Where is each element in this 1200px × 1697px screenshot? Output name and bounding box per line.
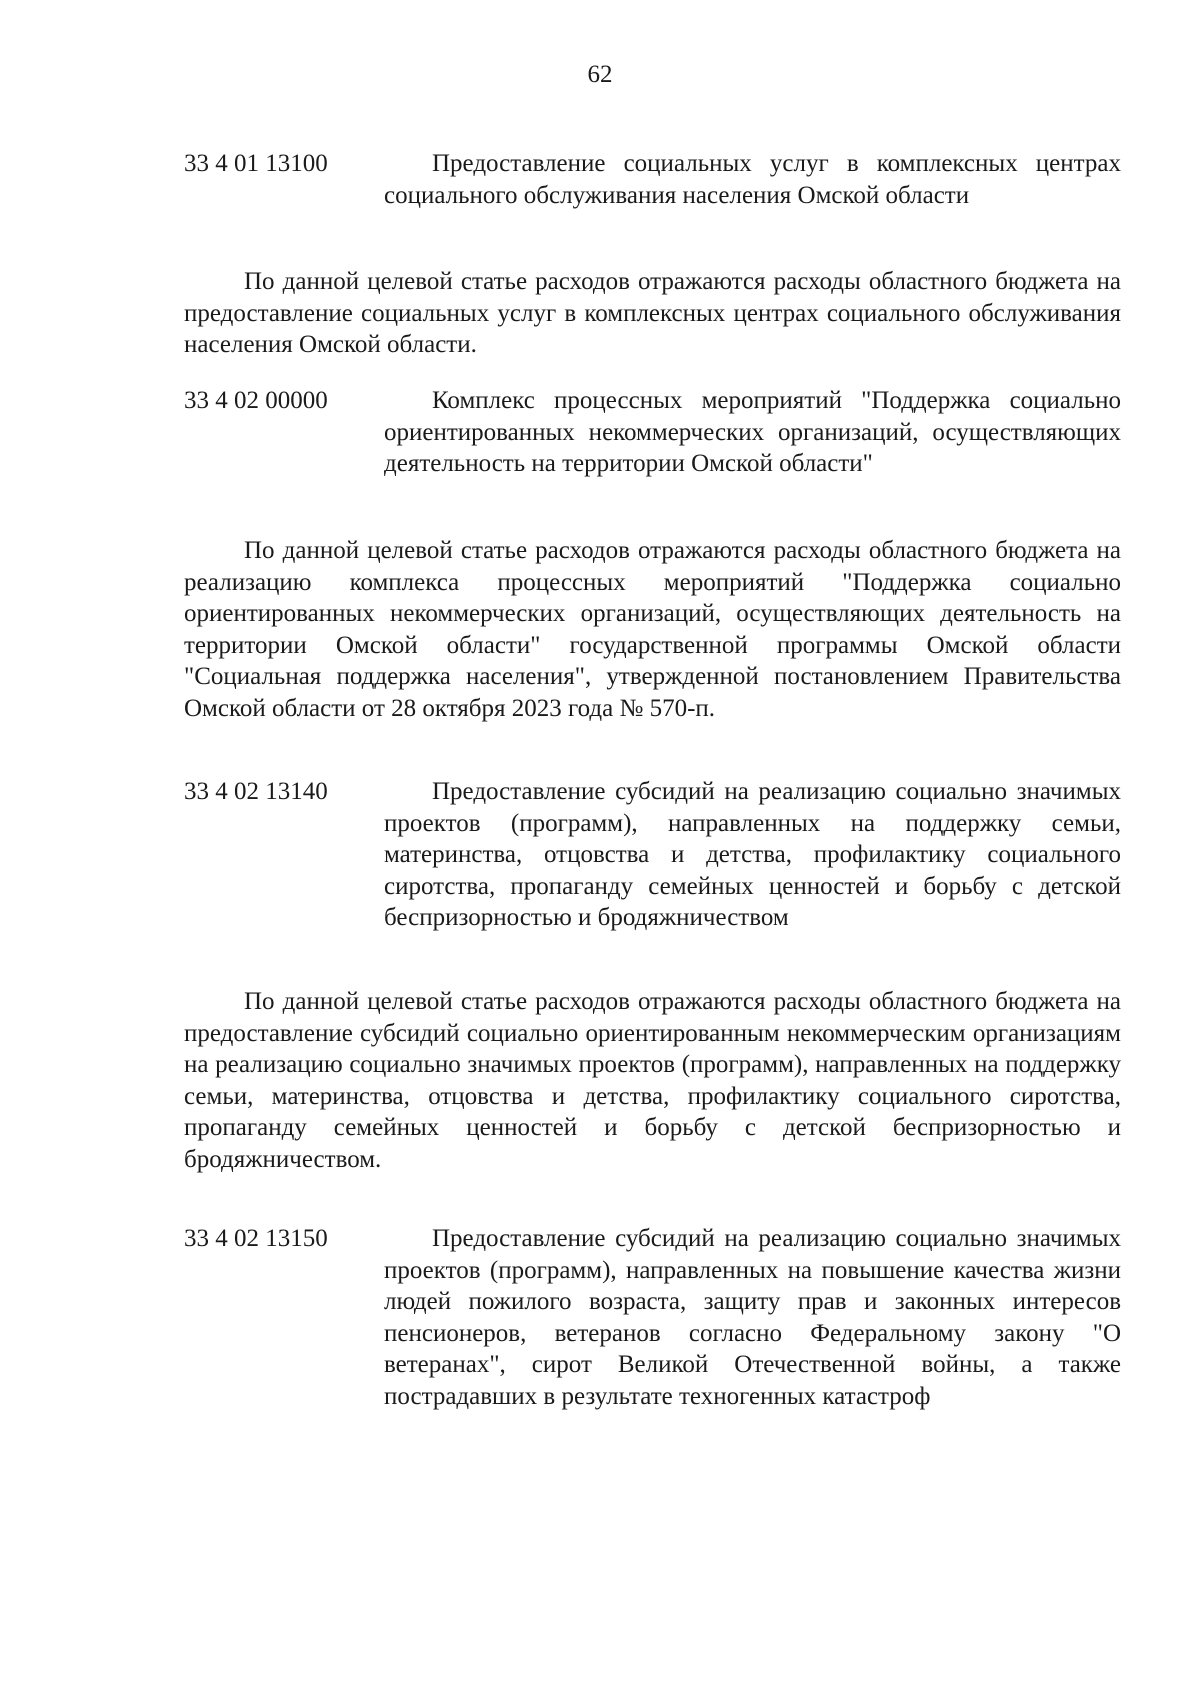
description-paragraph: По данной целевой статье расходов отражаются расходы областного бюджета на предоставление субсидий социально ориентированным некоммерческим организациям на реализацию социально значимых проектов (программ), направленных на поддержку семьи, материнства, отцовства и детства, профилактику социального сиротства, пропаганду семейных ценностей и борьбу с детской беспризорностью и бродяжничеством.	[184, 988, 1121, 1173]
entry-title: Комплекс процессных мероприятий "Поддержка социально ориентированных некоммерческих организаций, осуществляющих деятельность на территории Омской области"	[384, 387, 1121, 477]
page-number: 62	[587, 61, 613, 88]
entry-title: Предоставление социальных услуг в комплексных центрах социального обслуживания населения Омской области	[384, 150, 1121, 209]
expense-entry	[184, 1223, 1121, 1412]
expense-entry	[184, 148, 1121, 211]
expense-entry	[184, 385, 1121, 480]
entry-code: 33 4 02 13150	[184, 1225, 328, 1252]
entry-code: 33 4 02 13140	[184, 778, 328, 805]
entry-title: Предоставление субсидий на реализацию социально значимых проектов (программ), направленных на повышение качества жизни людей пожилого возраста, защиту прав и законных интересов пенсионеров, ветеранов согласно Федеральному закону "О ветеранах", сирот Великой Отечественной войны, а также пострадавших в результате техногенных катастроф	[384, 1225, 1121, 1410]
expense-entry	[184, 776, 1121, 934]
description-paragraph: По данной целевой статье расходов отражаются расходы областного бюджета на предоставление социальных услуг в комплексных центрах социального обслуживания населения Омской области.	[184, 268, 1121, 358]
entry-code: 33 4 01 13100	[184, 150, 328, 177]
entry-title: Предоставление субсидий на реализацию социально значимых проектов (программ), направленных на поддержку семьи, материнства, отцовства и детства, профилактику социального сиротства, пропаганду семейных ценностей и борьбу с детской беспризорностью и бродяжничеством	[384, 778, 1121, 931]
description-paragraph: По данной целевой статье расходов отражаются расходы областного бюджета на реализацию комплекса процессных мероприятий "Поддержка социально ориентированных некоммерческих организаций, осуществляющих деятельность на территории Омской области" государственной программы Омской области "Социальная поддержка населения", утвержденной постановлением Правительства Омской области от 28 октября 2023 года № 570-п.	[184, 537, 1121, 722]
entry-code: 33 4 02 00000	[184, 387, 328, 414]
